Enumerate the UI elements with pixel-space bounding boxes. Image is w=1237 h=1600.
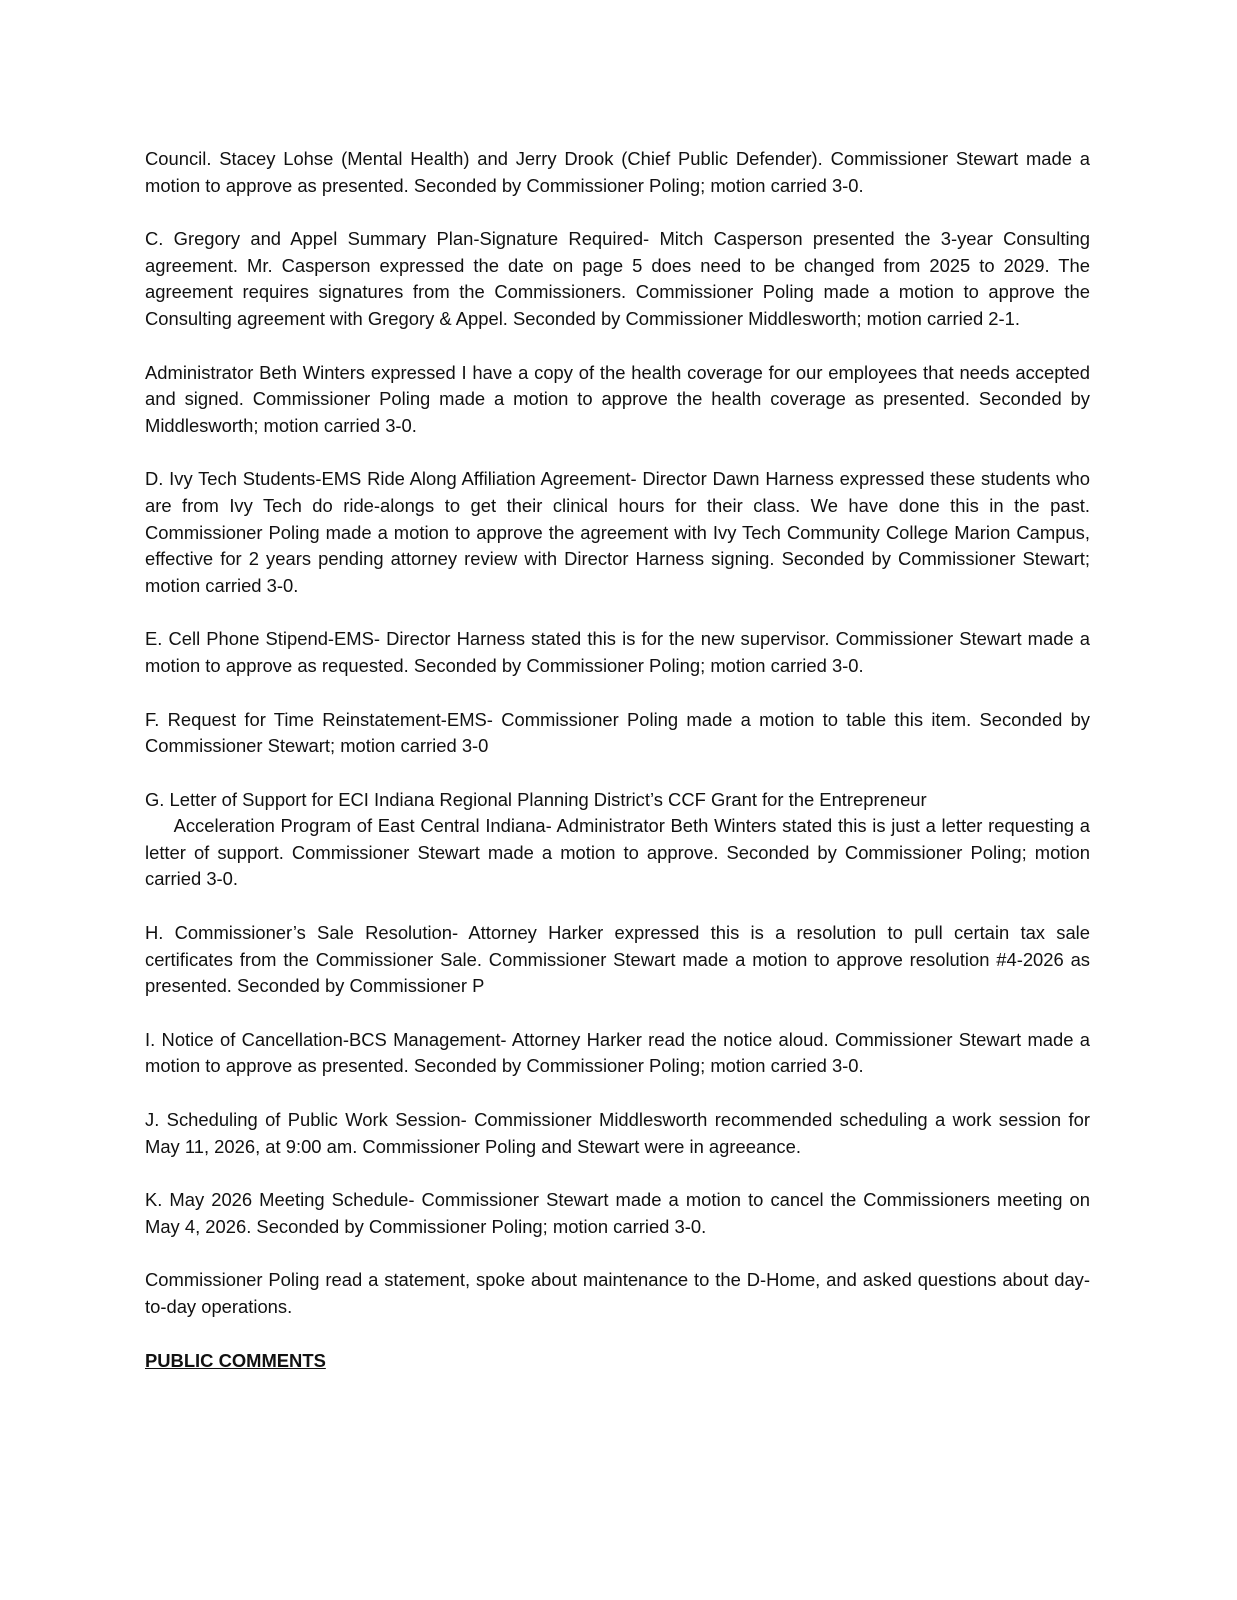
section-heading-public-comments: PUBLIC COMMENTS <box>145 1349 326 1371</box>
paragraph-item-g-letter-of-support <box>145 787 1090 893</box>
item-g-continuation <box>145 815 1090 889</box>
paragraph-poling-statement: Commissioner Poling read a statement, spoke about maintenance to the D-Home, and asked questions about day-to-day operations. <box>145 1269 1090 1317</box>
paragraph-item-d-ivy-tech: D. Ivy Tech Students-EMS Ride Along Affiliation Agreement- Director Dawn Harness expressed these students who are from Ivy Tech do ride-alongs to get their clinical hours for their class. We have done this in the past. Commissioner Poling made a motion to approve the agreement with Ivy Tech Community College Marion Campus, effective for 2 years pending attorney review with Director Harness signing. Seconded by Commissioner Stewart; motion carried 3-0. <box>145 468 1090 596</box>
paragraph-item-i-notice-cancellation: I. Notice of Cancellation-BCS Management- Attorney Harker read the notice aloud. Commissioner Stewart made a motion to approve as presented. Seconded by Commissioner Poling; motion carried 3-0. <box>145 1028 1090 1077</box>
paragraph-item-j-work-session: J. Scheduling of Public Work Session- Commissioner Middlesworth recommended scheduling a work session for May 11, 2026, at 9:00 am. Commissioner Poling and Stewart were in agreeance. <box>145 1109 1090 1157</box>
document-page <box>145 146 1090 1374</box>
paragraph-item-e-cell-phone-stipend: E. Cell Phone Stipend-EMS- Director Harness stated this is for the new supervisor. Commissioner Stewart made a motion to approve as requested. Seconded by Commissioner Poling; motion carried 3-0. <box>145 628 1090 676</box>
paragraph-council-appointments: Council. Stacey Lohse (Mental Health) and Jerry Drook (Chief Public Defender). Commissioner Stewart made a motion to approve as presented. Seconded by Commissioner Poling; motion carried 3-0. <box>145 148 1090 196</box>
item-g-continuation-text: Acceleration Program of East Central Indiana- Administrator Beth Winters stated this is just a letter requesting a letter of support. Commissioner Stewart made a motion to approve. Seconded by Commissioner Poling; motion carried 3-0. <box>145 815 1090 890</box>
paragraph-item-f-time-reinstatement: F. Request for Time Reinstatement-EMS- Commissioner Poling made a motion to table this item. Seconded by Commissioner Stewart; motion carried 3-0 <box>145 708 1090 757</box>
item-g-first-line: G. Letter of Support for ECI Indiana Regional Planning District’s CCF Grant for the Entrepreneur <box>145 788 927 810</box>
paragraph-health-coverage: Administrator Beth Winters expressed I have a copy of the health coverage for our employees that needs accepted and signed. Commissioner Poling made a motion to approve the health coverage as presented. Seconded by Middlesworth; motion carried 3-0. <box>145 361 1090 436</box>
paragraph-item-c-gregory-appel: C. Gregory and Appel Summary Plan-Signature Required- Mitch Casperson presented the 3-year Consulting agreement. Mr. Casperson expressed the date on page 5 does need to be changed from 2025 to 2029. The agreement requires signatures from the Commissioners. Commissioner Poling made a motion to approve the Consulting agreement with Gregory & Appel. Seconded by Commissioner Middlesworth; motion carried 2-1. <box>145 228 1090 329</box>
paragraph-item-k-meeting-schedule: K. May 2026 Meeting Schedule- Commissioner Stewart made a motion to cancel the Commissioners meeting on May 4, 2026. Seconded by Commissioner Poling; motion carried 3-0. <box>145 1189 1090 1237</box>
paragraph-item-h-sale-resolution: H. Commissioner’s Sale Resolution- Attorney Harker expressed this is a resolution to pull certain tax sale certificates from the Commissioner Sale. Commissioner Stewart made a motion to approve resolution #4-2026 as presented. Seconded by Commissioner P <box>145 922 1090 997</box>
